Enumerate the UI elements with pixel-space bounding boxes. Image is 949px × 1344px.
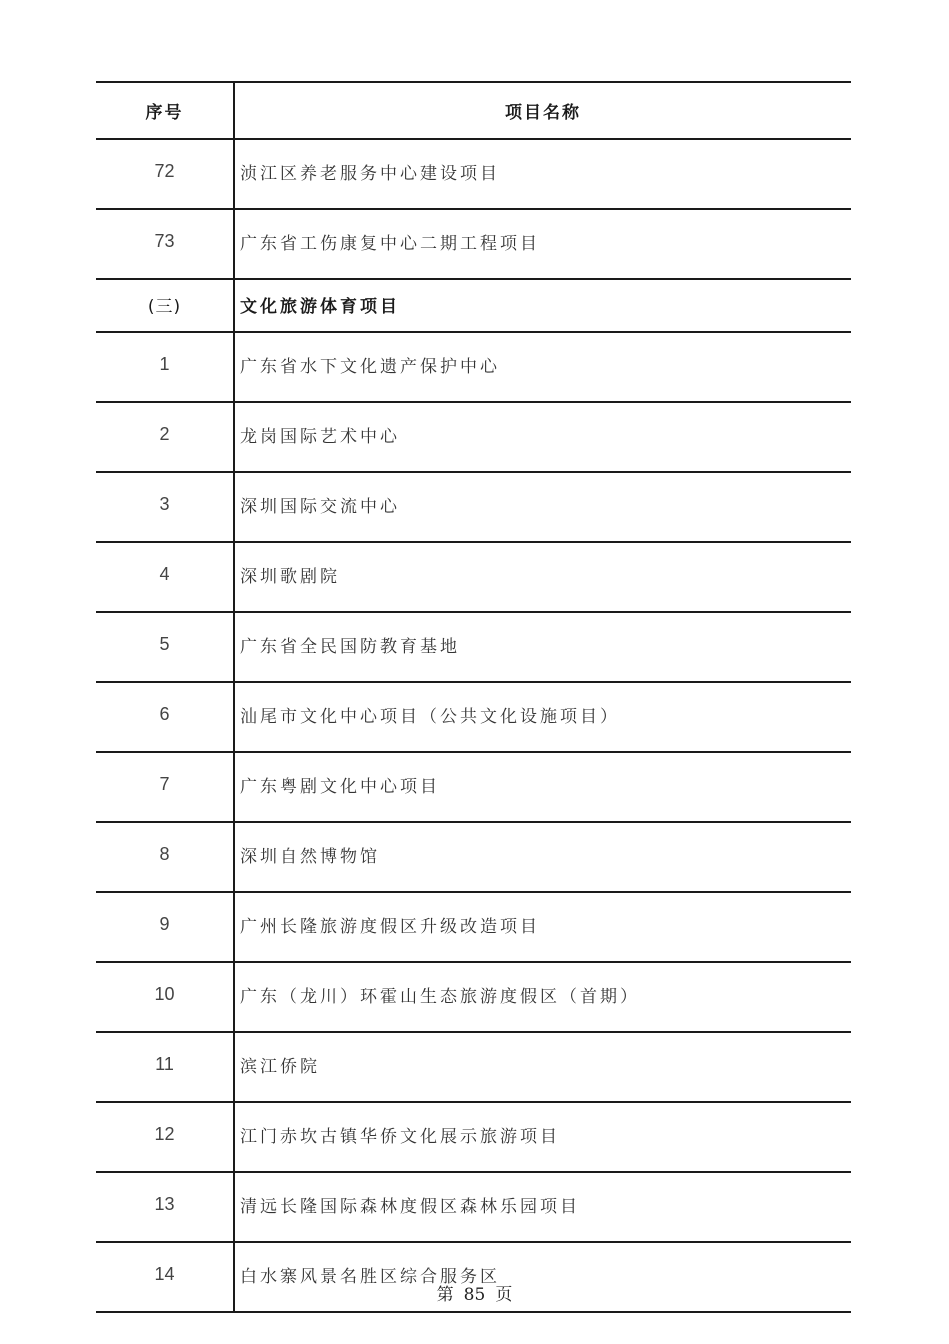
row-project-name: 龙岗国际艺术中心 [234,402,851,472]
row-seq: 3 [96,472,234,542]
row-seq: 10 [96,962,234,1032]
row-seq: 7 [96,752,234,822]
row-project-name: 江门赤坎古镇华侨文化展示旅游项目 [234,1102,851,1172]
table-row [96,1032,851,1102]
row-seq: 14 [96,1242,234,1312]
row-project-name: 深圳自然博物馆 [234,822,851,892]
page-prefix: 第 [436,1285,454,1305]
table-row [96,402,851,472]
table-row [96,542,851,612]
row-project-name: 深圳歌剧院 [234,542,851,612]
page-suffix: 页 [495,1285,513,1305]
project-table [96,81,851,1313]
row-seq: 1 [96,332,234,402]
section-seq: (三) [96,279,234,332]
section-row [96,279,851,332]
row-seq: 2 [96,402,234,472]
row-seq: 11 [96,1032,234,1102]
row-project-name: 滨江侨院 [234,1032,851,1102]
row-seq: 12 [96,1102,234,1172]
row-project-name: 浈江区养老服务中心建设项目 [234,139,851,209]
row-seq: 6 [96,682,234,752]
table-header-row [96,82,851,139]
row-project-name: 深圳国际交流中心 [234,472,851,542]
table-row [96,1172,851,1242]
table-row [96,962,851,1032]
row-project-name: 广东省水下文化遗产保护中心 [234,332,851,402]
row-project-name: 白水寨风景名胜区综合服务区 [234,1242,851,1312]
table-row [96,472,851,542]
row-project-name: 汕尾市文化中心项目（公共文化设施项目） [234,682,851,752]
row-seq: 4 [96,542,234,612]
row-project-name: 广州长隆旅游度假区升级改造项目 [234,892,851,962]
row-seq: 5 [96,612,234,682]
page-number: 85 [463,1285,486,1305]
row-project-name: 广东省全民国防教育基地 [234,612,851,682]
row-seq: 73 [96,209,234,279]
table-row [96,682,851,752]
table-row [96,892,851,962]
row-seq: 8 [96,822,234,892]
table-row [96,752,851,822]
header-project-name: 项目名称 [234,82,851,139]
header-seq: 序号 [96,82,234,139]
row-seq: 13 [96,1172,234,1242]
page-number-footer [0,1280,949,1305]
row-seq: 9 [96,892,234,962]
row-project-name: 清远长隆国际森林度假区森林乐园项目 [234,1172,851,1242]
row-seq: 72 [96,139,234,209]
row-project-name: 广东省工伤康复中心二期工程项目 [234,209,851,279]
row-project-name: 广东粤剧文化中心项目 [234,752,851,822]
table-row [96,209,851,279]
table-row [96,332,851,402]
section-title: 文化旅游体育项目 [234,279,851,332]
table-row [96,822,851,892]
row-project-name: 广东（龙川）环霍山生态旅游度假区（首期） [234,962,851,1032]
table-row [96,139,851,209]
table-row [96,1102,851,1172]
table-row [96,612,851,682]
